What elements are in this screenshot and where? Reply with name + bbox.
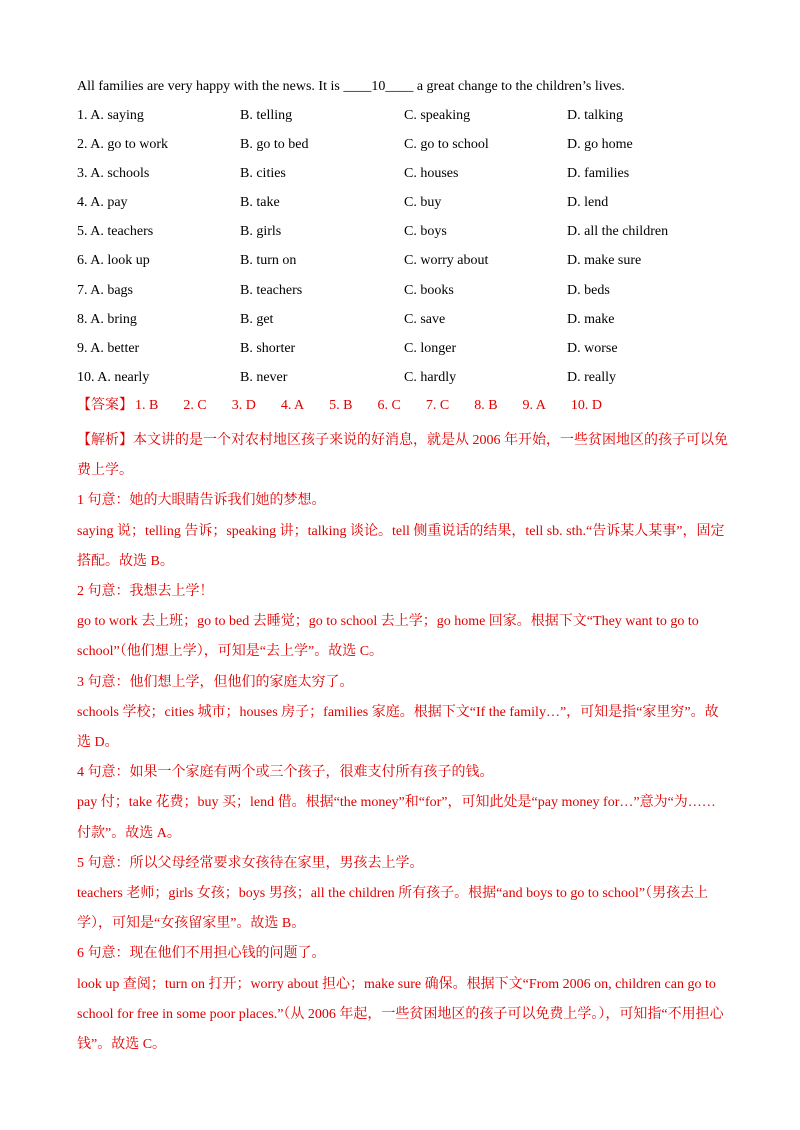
answer-item: 2. C [183,398,207,413]
option-choice: 8. A. bring [77,311,137,327]
explanation-paragraph: 5 句意：所以父母经常要求女孩待在家里，男孩去上学。 [77,855,424,871]
option-choice: C. speaking [404,108,471,123]
answer-item: 7. C [425,398,450,413]
explanation-paragraph: teachers 老师；girls 女孩；boys 男孩；all the children 所有孩子。根据“and boys to go to school”（男孩去上学），可知是“女孩留家里”。故选 B。 [77,886,709,932]
option-choice: C. houses [404,166,459,182]
option-choice: B. never [240,369,288,385]
option-choice: 7. A. bags [77,282,133,298]
option-choice: D. worse [567,340,618,356]
option-choice: B. shorter [240,340,296,356]
option-choice: D. all the children [567,224,669,240]
option-choice: C. boys [404,224,447,240]
explanation-paragraph: 3 句意：他们想上学，但他们的家庭太穷了。 [77,674,354,690]
option-choice: D. families [567,166,630,182]
option-choice: C. worry about [404,253,489,269]
option-choice: 4. A. pay [77,195,128,211]
option-choice: B. girls [240,224,282,240]
answer-item: 4. A [280,398,305,413]
explanation-paragraph: 4 句意：如果一个家庭有两个或三个孩子，很难支付所有孩子的钱。 [77,765,494,781]
option-choice: D. make sure [567,253,642,269]
explanation [77,426,729,1060]
option-choice: C. buy [404,195,442,211]
answer-item: 6. C [377,398,401,413]
answer-label: 【答案】 [77,398,133,413]
option-choice: D. beds [567,282,610,298]
option-choice: 9. A. better [77,340,140,356]
option-choice: 5. A. teachers [77,224,154,240]
answer-key [77,396,627,416]
explanation-paragraph: look up 查阅；turn on 打开；worry about 担心；make sure 确保。根据下文“From 2006 on, children can go to school for free in some poor places.”（从 2006 年起，一些贫困地区的孩子可以免费上学。），可知指“不用担心钱”。故选 C。 [77,976,724,1053]
option-choice: C. go to school [404,137,489,153]
explanation-paragraph: schools 学校；cities 城市；houses 房子；families 家庭。根据下文“If the family…”，可知是指“家里穷”。故选 D。 [77,704,719,751]
explanation-paragraph: 【解析】本文讲的是一个对农村地区孩子来说的好消息，就是从 2006 年开始，一些贫困地区的孩子可以免费上学。 [77,433,728,479]
answer-item: 9. A [522,398,546,413]
option-choice: D. lend [567,195,609,211]
option-choice: B. teachers [240,282,303,298]
answer-item: 3. D [231,398,256,413]
explanation-paragraph: 2 句意：我想去上学！ [77,584,214,600]
option-choice: D. talking [567,108,623,123]
option-choice: B. telling [240,108,293,123]
option-choice: C. save [404,311,446,327]
option-choice: B. turn on [240,253,297,269]
option-choice: D. go home [567,137,633,153]
option-choice: C. longer [404,340,457,356]
option-choice: B. take [240,195,280,211]
option-choice: D. make [567,311,615,327]
option-choice: B. cities [240,166,286,182]
answer-item: 1. B [135,398,159,413]
option-choice: 3. A. schools [77,166,150,182]
option-choice: 10. A. nearly [77,369,150,385]
explanation-paragraph: saying 说；telling 告诉；speaking 讲；talking 谈论。tell 侧重说话的结果，tell sb. sth.“告诉某人某事”，固定搭配。故选 B。 [77,523,725,569]
option-choice: 6. A. look up [77,253,150,269]
explanation-paragraph: go to work 去上班；go to bed 去睡觉；go to school 去上学；go home 回家。根据下文“They want to go to school”（他们想上学），可知是“去上学”。故选 C。 [77,614,699,660]
option-choice: B. get [240,311,274,327]
option-choice: C. hardly [404,369,457,385]
answer-item: 8. B [474,398,498,413]
option-choice: 2. A. go to work [77,137,168,153]
option-choice: 1. A. saying [77,108,144,123]
explanation-paragraph: 6 句意：现在他们不用担心钱的问题了。 [77,946,326,962]
answer-item: 5. B [329,398,353,413]
option-choice: B. go to bed [240,137,309,153]
answer-item: 10. D [570,398,602,413]
option-choice: D. really [567,369,616,385]
explanation-paragraph: pay 付；take 花费；buy 买；lend 借。根据“the money”和“for”，可知此处是“pay money for…”意为“为……付款”。故选 A。 [77,795,716,841]
explanation-paragraph: 1 句意：她的大眼睛告诉我们她的梦想。 [77,493,326,509]
option-choice: C. books [404,282,454,298]
passage-last-sentence: All families are very happy with the news. It is ____10____ a great change to the children’s lives. [77,79,625,94]
